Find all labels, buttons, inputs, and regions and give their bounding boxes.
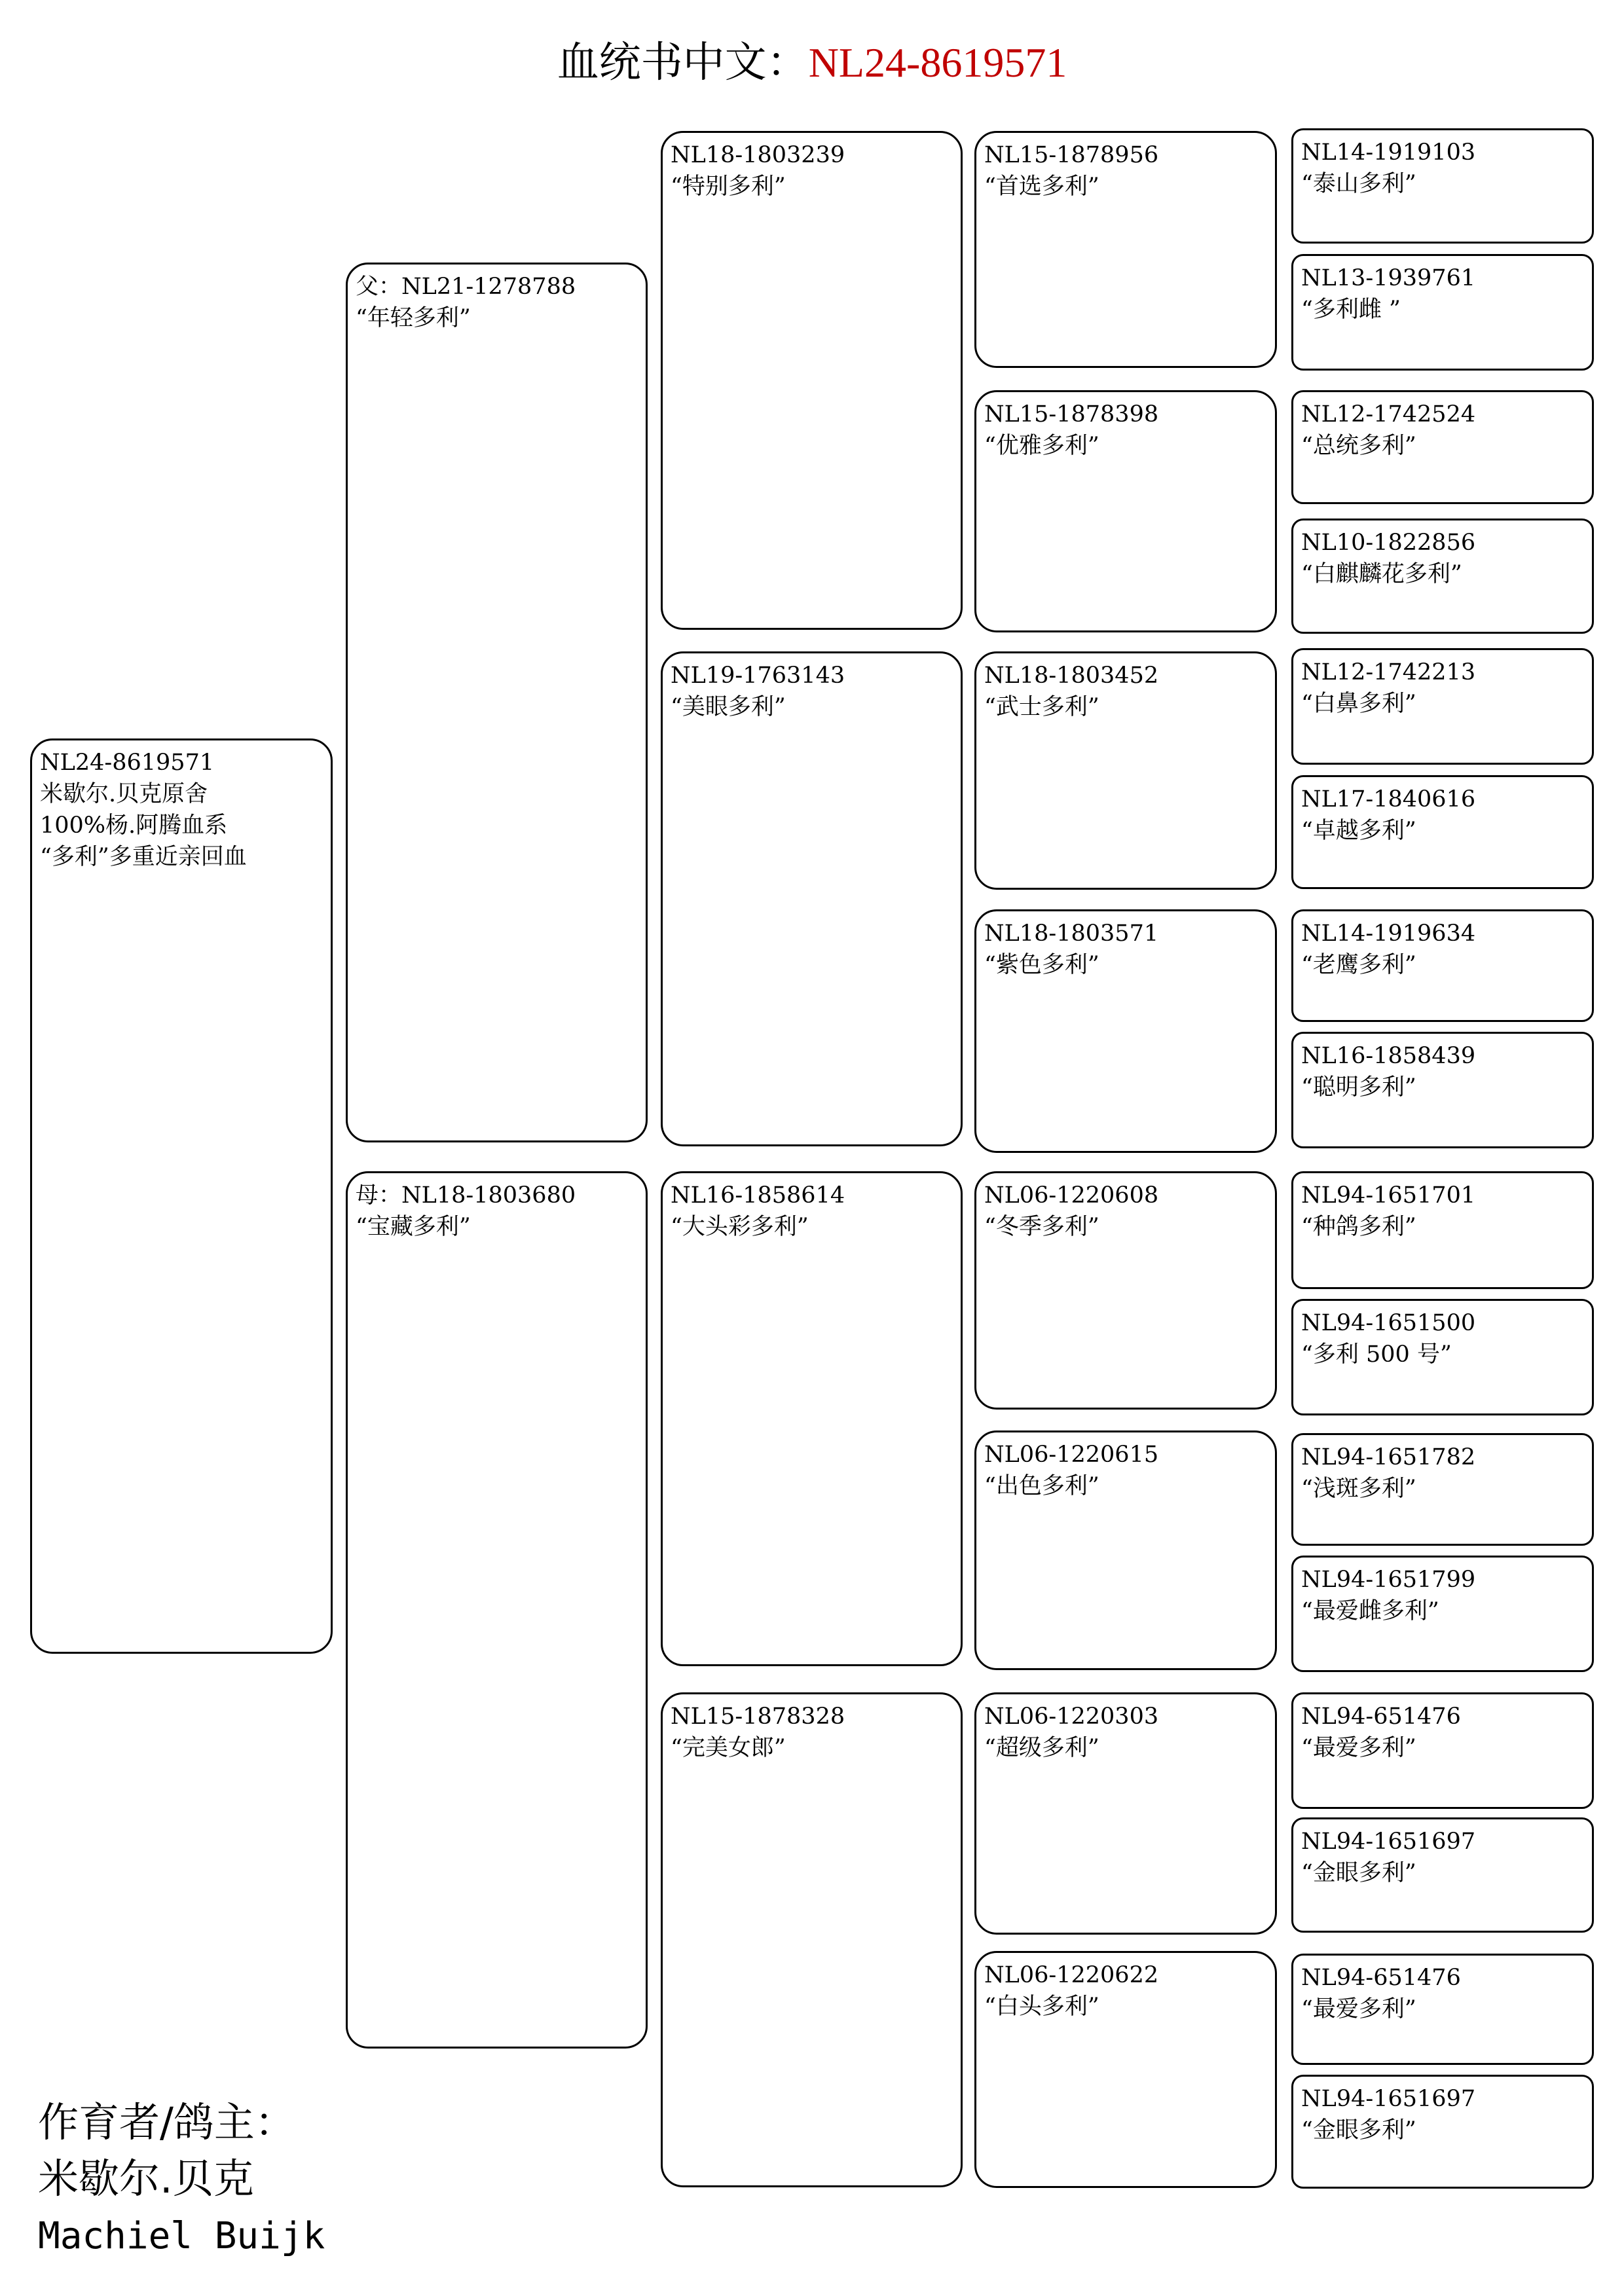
gg-grandparent-card-14 <box>1291 1817 1594 1933</box>
gg-grandparent-card-7 <box>1291 909 1594 1022</box>
great-grandparent-card-4 <box>974 909 1277 1153</box>
gg-grandparent-ring: NL94-1651697 <box>1301 2086 1476 2112</box>
great-grandparent-name: “武士多利” <box>984 694 1099 720</box>
subject-ring: NL24-8619571 <box>40 750 215 776</box>
gg-grandparent-name: “种鸽多利” <box>1301 1214 1416 1240</box>
gg-grandparent-card-8 <box>1291 1032 1594 1148</box>
grandparent-card-1 <box>661 131 963 630</box>
gg-grandparent-name: “最爱多利” <box>1301 1996 1416 2022</box>
dam-card <box>346 1171 648 2049</box>
gg-grandparent-name: “金眼多利” <box>1301 2117 1416 2143</box>
gg-grandparent-ring: NL94-651476 <box>1301 1704 1461 1730</box>
gg-grandparent-ring: NL12-1742213 <box>1301 659 1476 685</box>
gg-grandparent-card-5 <box>1291 648 1594 765</box>
great-grandparent-name: “优雅多利” <box>984 433 1099 459</box>
great-grandparent-card-3 <box>974 651 1277 890</box>
gg-grandparent-card-4 <box>1291 519 1594 634</box>
sire-ring: 父：NL21-1278788 <box>356 274 576 300</box>
great-grandparent-card-6 <box>974 1430 1277 1670</box>
gg-grandparent-card-12 <box>1291 1556 1594 1672</box>
gg-grandparent-ring: NL94-1651697 <box>1301 1829 1476 1855</box>
gg-grandparent-card-3 <box>1291 390 1594 504</box>
great-grandparent-ring: NL06-1220608 <box>984 1182 1159 1209</box>
grandparent-card-4 <box>661 1692 963 2187</box>
grandparent-ring: NL19-1763143 <box>671 663 845 689</box>
gg-grandparent-ring: NL94-1651782 <box>1301 1444 1476 1470</box>
grandparent-name: “特别多利” <box>671 173 786 200</box>
gg-grandparent-ring: NL94-1651701 <box>1301 1182 1476 1209</box>
gg-grandparent-ring: NL13-1939761 <box>1301 265 1476 291</box>
great-grandparent-ring: NL18-1803571 <box>984 920 1159 947</box>
gg-grandparent-card-15 <box>1291 1954 1594 2065</box>
title-prefix: 血统书中文： <box>557 39 809 87</box>
gg-grandparent-name: “卓越多利” <box>1301 818 1416 844</box>
great-grandparent-ring: NL15-1878398 <box>984 401 1159 428</box>
gg-grandparent-name: “总统多利” <box>1301 433 1416 459</box>
gg-grandparent-name: “多利雌 ” <box>1301 297 1401 323</box>
grandparent-name: “美眼多利” <box>671 694 786 720</box>
gg-grandparent-name: “泰山多利” <box>1301 171 1416 197</box>
gg-grandparent-name: “最爱多利” <box>1301 1735 1416 1761</box>
dam-ring: 母：NL18-1803680 <box>356 1182 576 1209</box>
great-grandparent-name: “冬季多利” <box>984 1214 1099 1240</box>
gg-grandparent-card-2 <box>1291 254 1594 371</box>
sire-name: “年轻多利” <box>356 305 471 331</box>
gg-grandparent-ring: NL94-651476 <box>1301 1965 1461 1991</box>
sire-card <box>346 263 648 1142</box>
gg-grandparent-name: “聪明多利” <box>1301 1074 1416 1101</box>
title-ring-number: NL24-8619571 <box>808 39 1067 86</box>
great-grandparent-card-1 <box>974 131 1277 368</box>
breeder-label: 作育者/鸽主： <box>38 2098 295 2146</box>
gg-grandparent-card-13 <box>1291 1692 1594 1809</box>
gg-grandparent-name: “白麒麟花多利” <box>1301 561 1462 587</box>
great-grandparent-ring: NL06-1220622 <box>984 1962 1159 1988</box>
great-grandparent-name: “紫色多利” <box>984 952 1099 978</box>
great-grandparent-name: “白头多利” <box>984 1994 1099 2020</box>
gg-grandparent-card-16 <box>1291 2075 1594 2189</box>
great-grandparent-card-5 <box>974 1171 1277 1410</box>
grandparent-ring: NL15-1878328 <box>671 1704 845 1730</box>
gg-grandparent-ring: NL94-1651799 <box>1301 1567 1476 1593</box>
gg-grandparent-ring: NL16-1858439 <box>1301 1043 1476 1069</box>
gg-grandparent-name: “多利 500 号” <box>1301 1341 1452 1368</box>
gg-grandparent-ring: NL12-1742524 <box>1301 401 1476 428</box>
great-grandparent-name: “出色多利” <box>984 1473 1099 1499</box>
gg-grandparent-card-6 <box>1291 775 1594 889</box>
subject-card <box>30 738 333 1654</box>
gg-grandparent-name: “老鹰多利” <box>1301 952 1416 978</box>
gg-grandparent-name: “白鼻多利” <box>1301 691 1416 717</box>
pedigree-title <box>0 37 1624 89</box>
great-grandparent-ring: NL06-1220303 <box>984 1704 1159 1730</box>
gg-grandparent-name: “最爱雌多利” <box>1301 1598 1439 1624</box>
great-grandparent-name: “首选多利” <box>984 173 1099 200</box>
grandparent-card-3 <box>661 1171 963 1666</box>
gg-grandparent-ring: NL14-1919634 <box>1301 920 1476 947</box>
subject-breeder-loft: 米歇尔.贝克原舍 <box>40 781 208 807</box>
great-grandparent-name: “超级多利” <box>984 1735 1099 1761</box>
dam-name: “宝藏多利” <box>356 1214 471 1240</box>
grandparent-card-2 <box>661 651 963 1146</box>
great-grandparent-card-2 <box>974 390 1277 632</box>
gg-grandparent-card-10 <box>1291 1299 1594 1415</box>
breeder-name-cn: 米歇尔.贝克 <box>38 2155 254 2202</box>
gg-grandparent-ring: NL14-1919103 <box>1301 139 1476 166</box>
great-grandparent-card-7 <box>974 1692 1277 1935</box>
grandparent-name: “大头彩多利” <box>671 1214 809 1240</box>
great-grandparent-ring: NL18-1803452 <box>984 663 1159 689</box>
grandparent-ring: NL18-1803239 <box>671 142 845 168</box>
great-grandparent-ring: NL06-1220615 <box>984 1442 1159 1468</box>
gg-grandparent-card-1 <box>1291 128 1594 244</box>
great-grandparent-ring: NL15-1878956 <box>984 142 1159 168</box>
grandparent-name: “完美女郎” <box>671 1735 786 1761</box>
gg-grandparent-ring: NL10-1822856 <box>1301 530 1476 556</box>
gg-grandparent-name: “浅斑多利” <box>1301 1476 1416 1502</box>
gg-grandparent-card-11 <box>1291 1433 1594 1546</box>
gg-grandparent-ring: NL94-1651500 <box>1301 1310 1476 1336</box>
gg-grandparent-name: “金眼多利” <box>1301 1860 1416 1886</box>
gg-grandparent-ring: NL17-1840616 <box>1301 786 1476 812</box>
great-grandparent-card-8 <box>974 1951 1277 2188</box>
gg-grandparent-card-9 <box>1291 1171 1594 1289</box>
breeder-name-en: Machiel Buijk <box>38 2215 325 2257</box>
subject-note: “多利”多重近亲回血 <box>40 844 247 870</box>
subject-bloodline: 100%杨.阿腾血系 <box>40 812 228 839</box>
grandparent-ring: NL16-1858614 <box>671 1182 845 1209</box>
